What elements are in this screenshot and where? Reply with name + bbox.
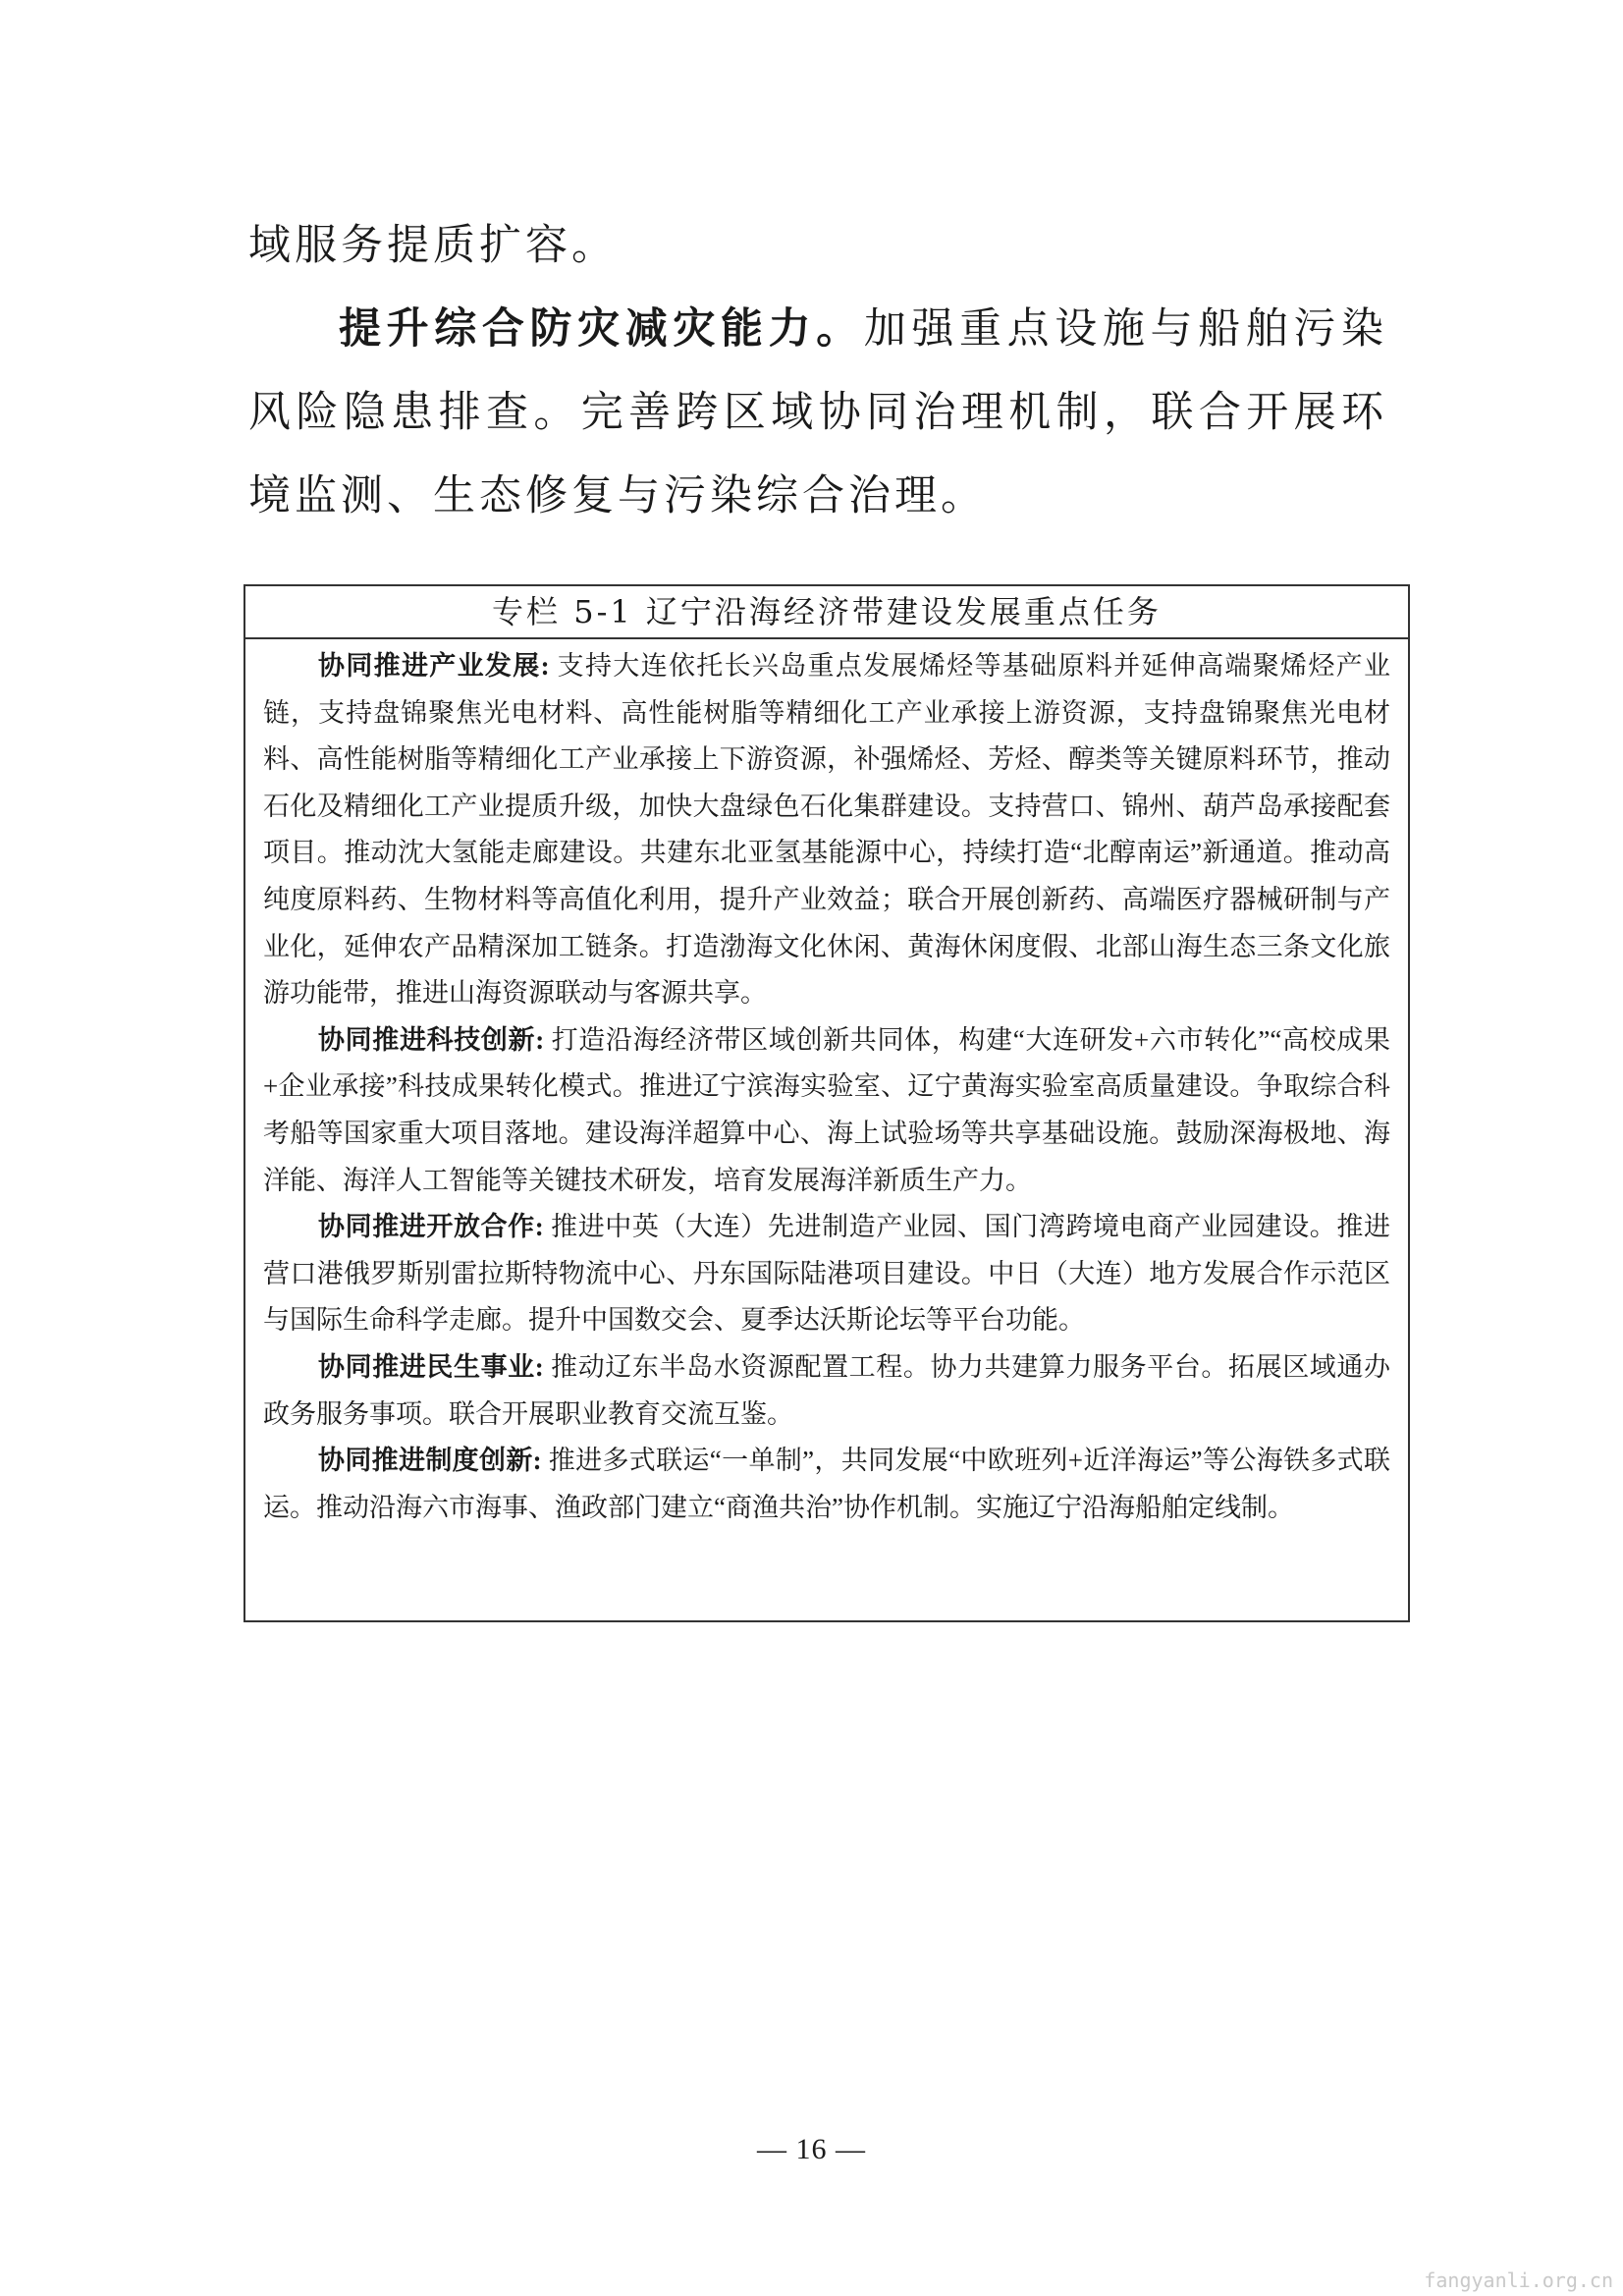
box-item-technology — [263, 1017, 1390, 1204]
item-text: 推进多式联运“一单制”，共同发展“中欧班列+近洋海运”等公海铁多式联运。推动沿海六市海事、渔政部门建立“商渔共治”协作机制。实施辽宁沿海船舶定线制。 — [263, 1446, 1390, 1522]
box-body — [245, 639, 1408, 1531]
box-item-institution — [263, 1438, 1390, 1531]
item-lead: 协同推进民生事业: — [318, 1351, 544, 1382]
item-lead: 协同推进科技创新: — [318, 1024, 545, 1055]
item-text: 推进中英（大连）先进制造产业园、国门湾跨境电商产业园建设。推进营口港俄罗斯别雷拉斯特物流中心、丹东国际陆港项目建设。中日（大连）地方发展合作示范区与国际生命科学走廊。提升中国数交会、夏季达沃斯论坛等平台功能。 — [263, 1212, 1390, 1336]
item-text: 推动辽东半岛水资源配置工程。协力共建算力服务平台。拓展区域通办政务服务事项。联合开展职业教育交流互鉴。 — [263, 1351, 1390, 1429]
item-lead: 协同推进制度创新: — [318, 1446, 542, 1476]
watermark: fangyanli.org.cn — [1424, 2269, 1613, 2292]
disaster-prevention-paragraph — [248, 288, 1387, 538]
item-lead: 协同推进产业发展: — [318, 651, 550, 681]
box-item-industry — [263, 643, 1390, 1017]
box-item-openness — [263, 1204, 1390, 1344]
paragraph-lead: 提升综合防灾减灾能力。 — [339, 304, 864, 354]
item-text: 支持大连依托长兴岛重点发展烯烃等基础原料并延伸高端聚烯烃产业链，支持盘锦聚焦光电材料、高性能树脂等精细化工产业承接上游资源，支持盘锦聚焦光电材料、高性能树脂等精细化工产业承接上下游资源，补强烯烃、芳烃、醇类等关键原料环节，推动石化及精细化工产业提质升级，加快大盘绿色石化集群建设。支持营口、锦州、葫芦岛承接配套项目。推动沈大氢能走廊建设。共建东北亚氢基能源中心，持续打造“北醇南运”新通道。推动高纯度原料药、生物材料等高值化利用，提升产业效益；联合开展创新药、高端医疗器械研制与产业化，延伸农产品精深加工链条。打造渤海文化休闲、黄海休闲度假、北部山海生态三条文化旅游功能带，推进山海资源联动与客源共享。 — [263, 651, 1390, 1009]
page-number: — 16 — — [757, 2133, 866, 2165]
paragraph-text: 加强重点设施与船舶污染风险隐患排查。完善跨区域协同治理机制，联合开展环境监测、生态修复与污染综合治理。 — [248, 304, 1388, 520]
box-title: 专栏 5-1 辽宁沿海经济带建设发展重点任务 — [245, 586, 1408, 639]
item-lead: 协同推进开放合作: — [318, 1212, 544, 1242]
special-column-box — [243, 584, 1410, 1622]
box-item-livelihood — [263, 1344, 1390, 1438]
item-text: 打造沿海经济带区域创新共同体，构建“大连研发+六市转化”“高校成果+企业承接”科技成果转化模式。推进辽宁滨海实验室、辽宁黄海实验室高质量建设。争取综合科考船等国家重大项目落地。建设海洋超算中心、海上试验场等共享基础设施。鼓励深海极地、海洋能、海洋人工智能等关键技术研发，培育发展海洋新质生产力。 — [263, 1024, 1390, 1195]
intro-continuation: 域服务提质扩容。 — [248, 221, 618, 270]
body-text — [248, 204, 1387, 538]
